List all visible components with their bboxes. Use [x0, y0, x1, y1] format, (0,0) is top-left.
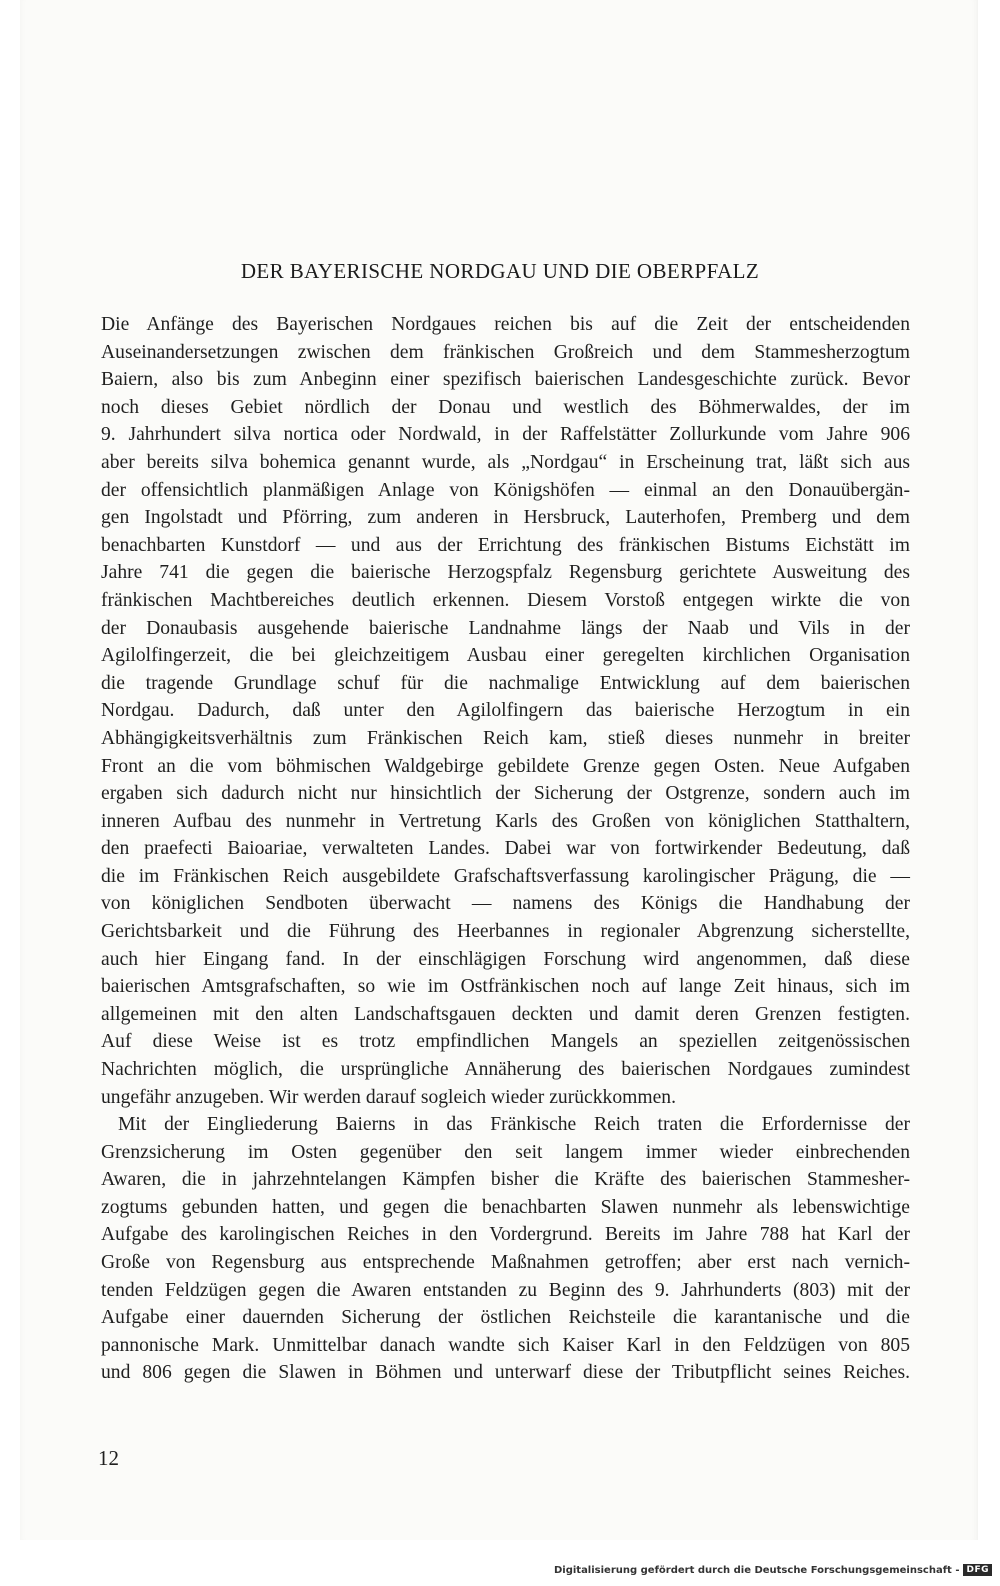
- text-line: der Donaubasis ausgehende baierische Landnahme längs der Naab und Vils in der: [101, 617, 910, 639]
- text-line: allgemeinen mit den alten Landschaftsgauen deckten und damit deren Grenzen festigten.: [101, 1003, 910, 1025]
- credit-text: Digitalisierung gefördert durch die Deutsche Forschungsgemeinschaft -: [553, 1564, 960, 1576]
- text-line: der offensichtlich planmäßigen Anlage von Königshöfen — einmal an den Donauübergän-: [101, 479, 910, 501]
- text-line: noch dieses Gebiet nördlich der Donau und westlich des Böhmerwaldes, der im: [101, 396, 910, 418]
- text-line: Nachrichten möglich, die ursprüngliche Annäherung des baierischen Nordgaues zumindest: [101, 1059, 910, 1081]
- text-line: Auf diese Weise ist es trotz empfindlichen Mangels an speziellen zeitgenössischen: [101, 1031, 910, 1053]
- text-line: zogtums gebunden hatten, und gegen die benachbarten Slawen nunmehr als lebenswichtige: [101, 1196, 910, 1218]
- text-line: Mit der Eingliederung Baierns in das Fränkische Reich traten die Erfordernisse der: [118, 1114, 910, 1135]
- text-line: Nordgau. Dadurch, daß unter den Agilolfingern das baierische Herzogtum in ein: [101, 700, 910, 722]
- text-line: fränkischen Machtbereiches deutlich erkennen. Diesem Vorstoß entgegen wirkte die von: [101, 589, 910, 611]
- text-line: und 806 gegen die Slawen in Böhmen und unterwarf diese der Tributpflicht seines Reiches.: [101, 1362, 910, 1384]
- text-line: inneren Aufbau des nunmehr in Vertretung Karls des Großen von königlichen Statthaltern,: [101, 810, 910, 832]
- text-line: den praefecti Baioariae, verwalteten Landes. Dabei war von fortwirkender Bedeutung, daß: [101, 838, 910, 860]
- text-line: Abhängigkeitsverhältnis zum Fränkischen Reich kam, stieß dieses nunmehr in breiter: [101, 727, 910, 749]
- page-number: 12: [98, 1446, 119, 1470]
- text-line: aber bereits silva bohemica genannt wurde, als „Nordgau“ in Erscheinung trat, läßt sich aus: [101, 451, 910, 473]
- text-line: Aufgabe des karolingischen Reiches in den Vordergrund. Bereits im Jahre 788 hat Karl der: [101, 1224, 910, 1246]
- text-line: die im Fränkischen Reich ausgebildete Grafschaftsverfassung karolingischer Prägung, die —: [101, 865, 910, 887]
- text-line: Front an die vom böhmischen Waldgebirge gebildete Grenze gegen Osten. Neue Aufgaben: [101, 755, 910, 777]
- dfg-logo: DFG: [963, 1564, 992, 1576]
- paragraph-1: [101, 311, 910, 1111]
- text-line: Gerichtsbarkeit und die Führung des Heerbannes in regionaler Abgrenzung sicherstellte,: [101, 921, 910, 943]
- text-line: pannonische Mark. Unmittelbar danach wandte sich Kaiser Karl in den Feldzügen von 805: [101, 1334, 910, 1356]
- paragraph-2: [101, 1111, 910, 1387]
- text-line: Auseinandersetzungen zwischen dem fränkischen Großreich und dem Stammesherzogtum: [101, 341, 910, 363]
- text-line: Die Anfänge des Bayerischen Nordgaues reichen bis auf die Zeit der entscheidenden: [101, 314, 910, 335]
- text-line: die tragende Grundlage schuf für die nachmalige Entwicklung auf dem baierischen: [101, 672, 910, 694]
- text-line: ungefähr anzugeben. Wir werden darauf sogleich wieder zurückkommen.: [101, 1086, 676, 1108]
- text-line: auch hier Eingang fand. In der einschlägigen Forschung wird angenommen, daß diese: [101, 948, 910, 970]
- text-line: Aufgabe einer dauernden Sicherung der östlichen Reichsteile die karantanische und die: [101, 1307, 910, 1329]
- digitization-credit: [554, 1564, 992, 1576]
- text-line: gen Ingolstadt und Pförring, zum anderen in Hersbruck, Lauterhofen, Premberg und dem: [101, 507, 910, 529]
- text-line: 9. Jahrhundert silva nortica oder Nordwald, in der Raffelstätter Zollurkunde vom Jahre 906: [101, 424, 910, 446]
- text-line: Große von Regensburg aus entsprechende Maßnahmen getroffen; aber erst nach vernich-: [101, 1251, 910, 1273]
- chapter-heading: DER BAYERISCHE NORDGAU UND DIE OBERPFALZ: [240, 259, 760, 283]
- text-line: von königlichen Sendboten überwacht — namens des Königs die Handhabung der: [101, 893, 910, 915]
- text-line: Agilolfingerzeit, die bei gleichzeitigem Ausbau einer geregelten kirchlichen Organisation: [101, 645, 910, 667]
- text-line: Jahre 741 die gegen die baierische Herzogspfalz Regensburg gerichtete Ausweitung des: [101, 562, 910, 584]
- text-line: Baiern, also bis zum Anbeginn einer spezifisch baierischen Landesgeschichte zurück. Bevor: [101, 369, 910, 391]
- text-line: Grenzsicherung im Osten gegenüber den seit langem immer wieder einbrechenden: [101, 1141, 910, 1163]
- text-line: benachbarten Kunstdorf — und aus der Errichtung des fränkischen Bistums Eichstätt im: [101, 534, 910, 556]
- text-line: Awaren, die in jahrzehntelangen Kämpfen bisher die Kräfte des baierischen Stammesher-: [101, 1169, 910, 1191]
- text-line: tenden Feldzügen gegen die Awaren entstanden zu Beginn des 9. Jahrhunderts (803) mit der: [101, 1279, 910, 1301]
- text-line: baierischen Amtsgrafschaften, so wie im Ostfränkischen noch auf lange Zeit hinaus, sich im: [101, 976, 910, 998]
- text-line: ergaben sich dadurch nicht nur hinsichtlich der Sicherung der Ostgrenze, sondern auch im: [101, 783, 910, 805]
